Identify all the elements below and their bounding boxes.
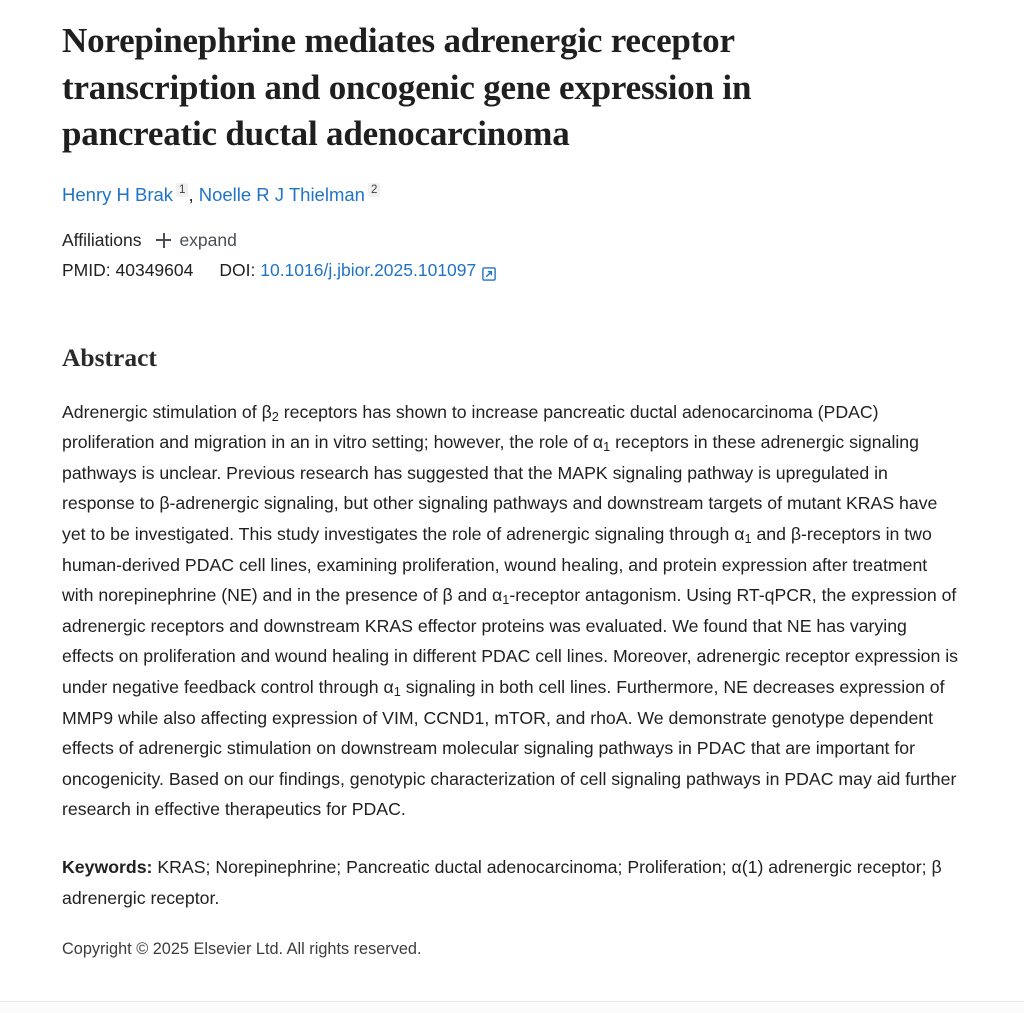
keywords-section (62, 852, 962, 913)
affiliation-marker-1[interactable]: 1 (176, 183, 188, 197)
doi-block (219, 260, 496, 281)
expand-affiliations-button[interactable] (156, 230, 236, 251)
author-separator: , (188, 183, 194, 205)
identifiers-row (62, 260, 962, 281)
abstract-heading: Abstract (62, 342, 157, 372)
page-bottom-strip (0, 1002, 1024, 1013)
author-link-2[interactable]: Noelle R J Thielman (198, 183, 365, 205)
doi-label: DOI: (219, 259, 256, 280)
page-title: Norepinephrine mediates adrenergic receptor transcription and oncogenic gene expression in pancreatic ductal adenocarcinoma (62, 21, 752, 154)
plus-icon (156, 233, 171, 248)
pmid-label: PMID: (62, 259, 111, 280)
subscript: 1 (744, 531, 752, 547)
subscript: 1 (502, 592, 510, 608)
pmid-block (62, 260, 193, 281)
affiliation-marker-2[interactable]: 2 (368, 183, 380, 197)
doi-link[interactable]: 10.1016/j.jbior.2025.101097 (260, 259, 477, 280)
abstract-text: Adrenergic stimulation of $\beta_2$ receptors has shown to increase pancreatic ductal adenocarcinoma (PDAC) proliferation and migration in an in vitro setting; however, the role of $\alpha_1$ receptors in these adrenergic signaling pathways is unclear. Previous research has suggested that the MAPK signaling pathway is upregulated in response to β-adrenergic signaling, but other signaling pathways and downstream targets of mutant KRAS have yet to be investigated. This study investigates the role of adrenergic signaling through $\alpha_1$ and β-receptors in two human-derived PDAC cell lines, examining proliferation, wound healing, and protein expression after treatment with norepinephrine (NE) and in the presence of β and $\alpha_1$-receptor antagonism. Using RT-qPCR, the expression of adrenergic receptors and downstream KRAS effector proteins was evaluated. We found that NE has varying effects on proliferation and wound healing in different PDAC cell lines. Moreover, adrenergic receptor expression is under negative feedback control through $\alpha_1$ signaling in both cell lines. Furthermore, NE decreases expression of MMP9 while also affecting expression of VIM, CCND1, mTOR, and rhoA. We demonstrate genotype dependent effects of adrenergic stimulation on downstream molecular signaling pathways in PDAC that are important for oncogenicity. Based on our findings, genotypic characterization of cell signaling pathways in PDAC may aid further research in effective therapeutics for PDAC. (62, 401, 959, 820)
author-list (62, 183, 962, 208)
external-link-icon[interactable] (482, 265, 496, 279)
subscript: 1 (603, 439, 611, 455)
keywords-value: KRAS; Norepinephrine; Pancreatic ductal adenocarcinoma; Proliferation; α(1) adrenergic receptor; β adrenergic receptor. (62, 856, 942, 908)
affiliations-label: Affiliations (62, 229, 142, 250)
subscript: 2 (271, 408, 279, 424)
affiliations-row (62, 230, 962, 251)
keywords-label: Keywords: (62, 856, 153, 877)
expand-label: expand (179, 229, 237, 250)
copyright-notice: Copyright © 2025 Elsevier Ltd. All rights reserved. (62, 940, 422, 959)
subscript: 1 (393, 684, 401, 699)
pmid-value: 40349604 (115, 259, 194, 280)
author-link-1[interactable]: Henry H Brak (62, 183, 174, 205)
